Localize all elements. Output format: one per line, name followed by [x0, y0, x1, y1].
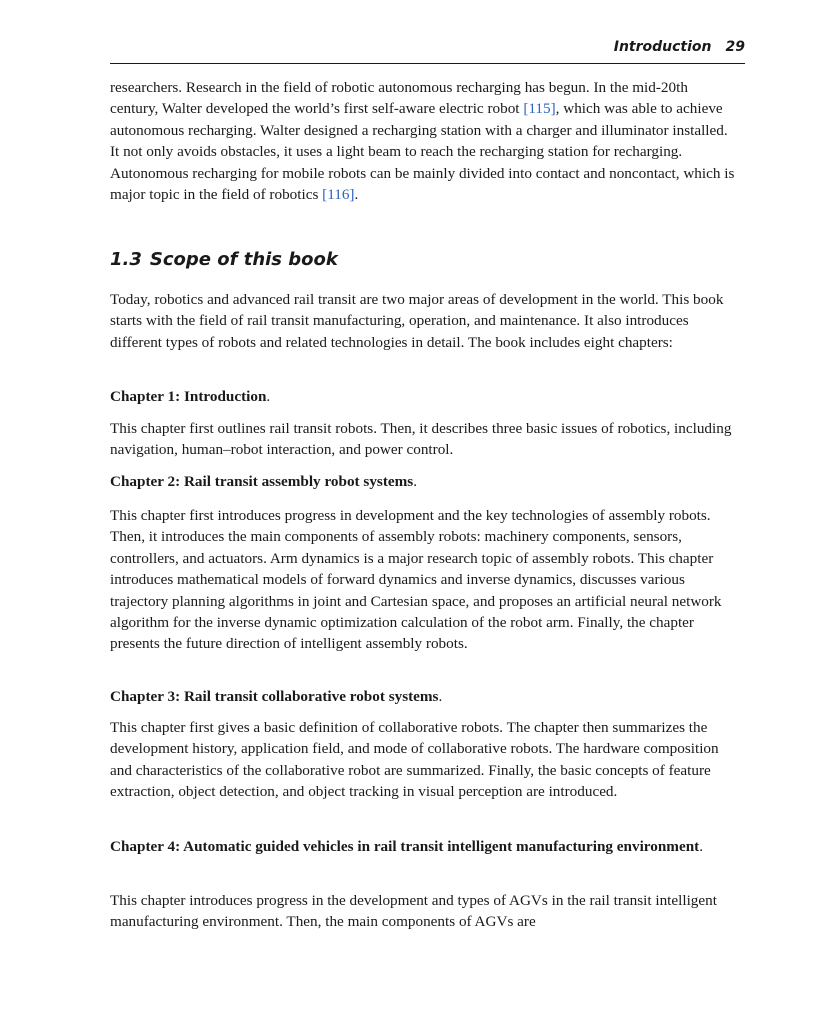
chapter-3-title: Chapter 3: Rail transit collaborative robot systems [110, 688, 439, 705]
chapter-4-heading [110, 836, 740, 857]
chapter-3-description: This chapter first gives a basic definition of collaborative robots. The chapter then summarizes the development history, application field, and mode of collaborative robots. The hardware composition and characteristics of the collaborative robot are summarized. Finally, the basic concepts of feature extraction, object detection, and object tracking in visual perception are introduced. [110, 719, 719, 801]
chapter-1-suffix: . [266, 388, 271, 405]
chapter-4-suffix: . [699, 838, 704, 855]
section-title: Scope of this book [149, 249, 338, 270]
citation-link-116[interactable]: [116] [322, 186, 355, 204]
intro-text-1: researchers. Research in the field of robotic autonomous recharging has begun. In the mid-20th century, Walter developed the world’s first self-aware electric robot [110, 79, 688, 118]
section-number: 1.3 [110, 249, 142, 270]
running-head-section: Introduction [613, 39, 712, 55]
chapter-4-title: Chapter 4: Automatic guided vehicles in rail transit intelligent manufacturing environment [110, 838, 700, 855]
chapter-3-suffix: . [438, 688, 443, 705]
chapter-2-title: Chapter 2: Rail transit assembly robot systems [110, 473, 414, 490]
running-head [614, 39, 745, 55]
page-number: 29 [725, 39, 745, 55]
section-lead-paragraph: Today, robotics and advanced rail transit are two major areas of development in the world. This book starts with the field of rail transit manufacturing, operation, and maintenance. It also introduces different types of robots and related technologies in detail. The book includes eight chapters: [110, 291, 724, 351]
chapter-2-suffix: . [413, 473, 417, 490]
intro-paragraph [110, 77, 740, 205]
chapter-4-description: This chapter introduces progress in the development and types of AGVs in the rail transit intelligent manufacturing environment. Then, the main components of AGVs are [110, 892, 717, 931]
intro-text-2: , which was able to achieve autonomous recharging. Walter designed a recharging station with a charger and illuminator installed. It not only avoids obstacles, it uses a light beam to reach the recharging station for recharging. Autonomous recharging for mobile robots can be mainly divided into contact and noncontact, which is major topic in the field of robotics [110, 100, 735, 204]
chapter-2-description: This chapter first introduces progress in development and the key technologies of assembly robots. Then, it introduces the main components of assembly robots: machinery components, sensors, controllers, and actuators. Arm dynamics is a major research topic of assembly robots. This chapter introduces mathematical models of forward dynamics and inverse dynamics, discusses various trajectory planning algorithms in joint and Cartesian space, and proposes an artificial neural network algorithm for the inverse dynamic optimization calculation of the robot arm. Finally, the chapter presents the future direction of intelligent assembly robots. [110, 507, 722, 653]
intro-text-3: . [354, 186, 359, 204]
chapter-1-description: This chapter first outlines rail transit robots. Then, it describes three basic issues of robotics, including navigation, human–robot interaction, and power control. [110, 420, 732, 459]
chapter-3-heading [110, 686, 740, 707]
header-rule [110, 63, 745, 64]
chapter-1-heading [110, 386, 740, 407]
section-heading [110, 249, 338, 270]
chapter-1-title: Chapter 1: Introduction [110, 388, 267, 405]
chapter-2-heading [110, 471, 740, 492]
citation-link-115[interactable]: [115] [523, 100, 556, 118]
